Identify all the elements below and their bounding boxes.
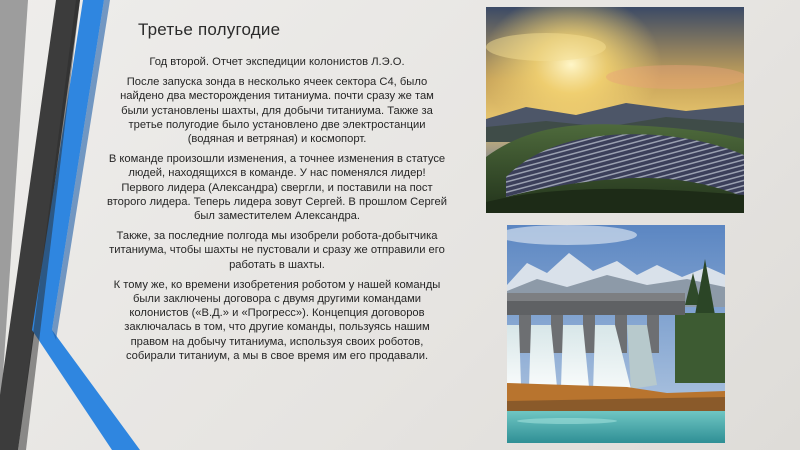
- paragraph-robot: Также, за последние полгода мы изобрели робота-добытчика титаниума, чтобы шахты не пустовали и сразу же отправили его работать в шахты.: [109, 230, 445, 271]
- hydro-dam-photo: [507, 225, 725, 443]
- paragraph-deposits: После запуска зонда в несколько ячеек сектора С4, было найдено два месторождения титаниума. почти сразу же там были установлены шахты, для добычи титаниума. Также за третье полугодие было установлено две электростанции (водяная и ветряная) и космопорт.: [120, 76, 434, 146]
- paragraph-intro: Год второй. Отчет экспедиции колонистов Л.Э.О.: [149, 56, 405, 68]
- solar-farm-sunset-photo: [486, 7, 744, 213]
- paragraph-team-changes: В команде произошли изменения, а точнее изменения в статусе людей, находящихся в команде. У нас поменялся лидер! Первого лидера (Александра) свергли, и поставили на пост второго лидера. Теперь лидера зовут Сергей. В прошлом Сергей был заместителем Александра.: [106, 153, 447, 223]
- paragraph-contracts: К тому же, ко времени изобретения роботом у нашей команды были заключены договора с двумя другими командами колонистов («В.Д.» и «Прогресс»). Концепция договоров заключалась в том, что другие команды, пользуясь нашим правом на добычу титаниума, используя своих роботов, собирали титаниум, а мы в свое время им его продавали.: [113, 278, 441, 362]
- slide-body: [106, 55, 448, 369]
- slide-title: Третье полугодие: [138, 20, 281, 39]
